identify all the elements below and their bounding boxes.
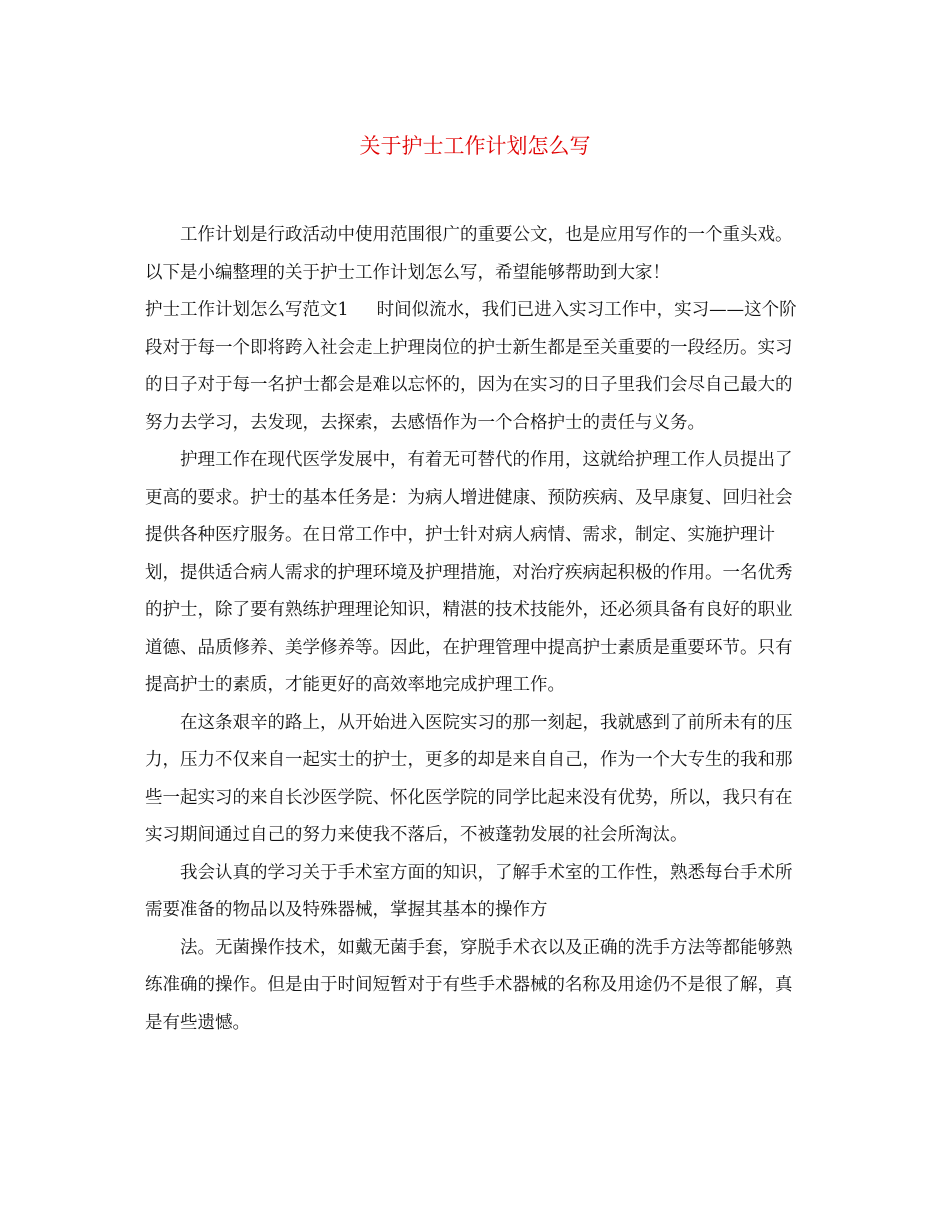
document-title: 关于护士工作计划怎么写 <box>359 134 591 158</box>
document-body <box>145 217 807 1042</box>
sample-heading: 护士工作计划怎么写范文1 <box>145 300 349 320</box>
sample-intro-text: 时间似流水，我们已进入实习工作中，实习——这个阶段对于每一个即将跨入社会走上护理岗位的护士新生都是至关重要的一段经历。实习的日子对于每一名护士都会是难以忘怀的，因为在实习的日子里我们会尽自己最大的努力去学习，去发现，去探索，去感悟作为一个合格护士的责任与义务。 <box>145 300 797 433</box>
body-paragraph: 我会认真的学习关于手术室方面的知识，了解手术室的工作性，熟悉每台手术所需要准备的物品以及特殊器械，掌握其基本的操作方 <box>145 862 793 920</box>
sample-paragraph <box>145 292 807 442</box>
intro-paragraph: 工作计划是行政活动中使用范围很广的重要公文，也是应用写作的一个重头戏。以下是小编整理的关于护士工作计划怎么写，希望能够帮助到大家！ <box>145 225 793 283</box>
body-paragraph: 法。无菌操作技术，如戴无菌手套，穿脱手术衣以及正确的洗手方法等都能够熟练准确的操作。但是由于时间短暂对于有些手术器械的名称及用途仍不是很了解，真是有些遗憾。 <box>145 937 793 1033</box>
body-paragraph: 护理工作在现代医学发展中，有着无可替代的作用，这就给护理工作人员提出了更高的要求。护士的基本任务是：为病人增进健康、预防疾病、及早康复、回归社会提供各种医疗服务。在日常工作中，护士针对病人病情、需求，制定、实施护理计划，提供适合病人需求的护理环境及护理措施，对治疗疾病起积极的作用。一名优秀的护士，除了要有熟练护理理论知识，精湛的技术技能外，还必须具备有良好的职业道德、品质修养、美学修养等。因此，在护理管理中提高护士素质是重要环节。只有提高护士的素质，才能更好的高效率地完成护理工作。 <box>145 450 793 695</box>
body-paragraph: 在这条艰辛的路上，从开始进入医院实习的那一刻起，我就感到了前所未有的压力，压力不仅来自一起实士的护士，更多的却是来自自己，作为一个大专生的我和那些一起实习的来自长沙医学院、怀化医学院的同学比起来没有优势，所以，我只有在实习期间通过自己的努力来使我不落后，不被蓬勃发展的社会所淘汰。 <box>145 712 793 845</box>
